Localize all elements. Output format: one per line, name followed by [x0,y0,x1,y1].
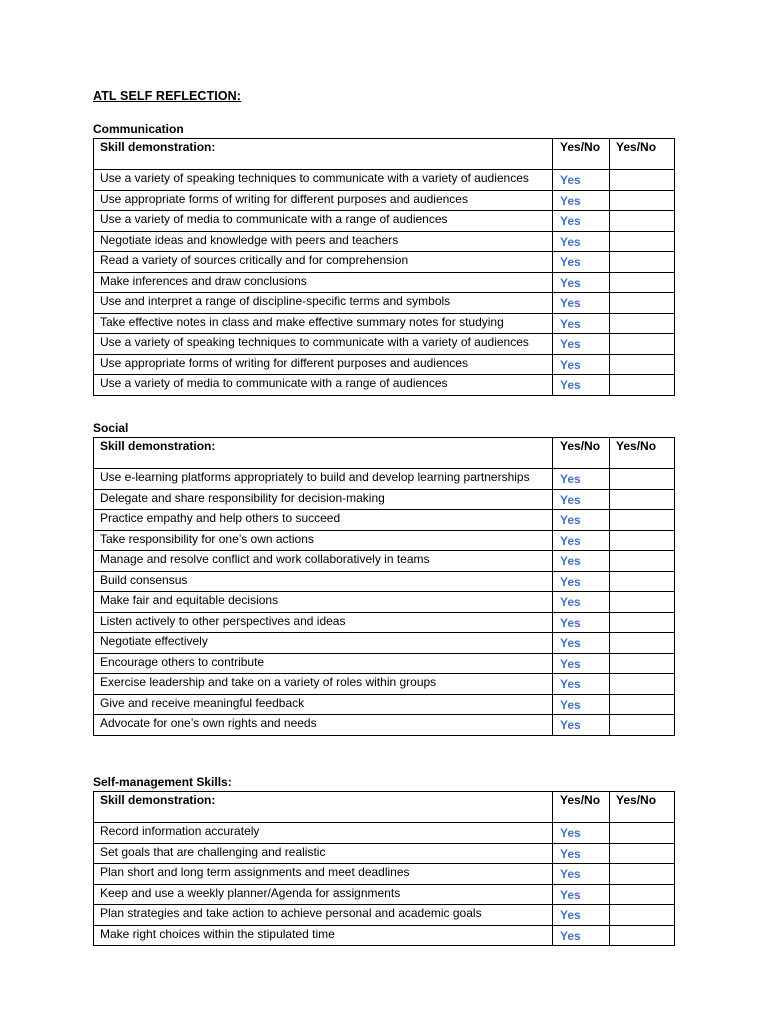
empty-answer-cell[interactable] [610,674,675,695]
skill-cell: Take responsibility for one’s own actions [94,530,553,551]
skill-cell: Use appropriate forms of writing for different purposes and audiences [94,190,553,211]
table-row [94,530,675,551]
answer-cell: Yes [553,551,610,572]
table-row [94,571,675,592]
empty-answer-cell[interactable] [610,905,675,926]
empty-answer-cell[interactable] [610,293,675,314]
skill-cell: Plan strategies and take action to achieve personal and academic goals [94,905,553,926]
table-row [94,469,675,490]
skill-cell: Listen actively to other perspectives and ideas [94,612,553,633]
table-row [94,510,675,531]
table-row [94,170,675,191]
answer-cell: Yes [553,571,610,592]
table-row [94,674,675,695]
table-row [94,252,675,273]
skill-cell: Practice empathy and help others to succeed [94,510,553,531]
answer-cell: Yes [553,864,610,885]
skill-cell: Plan short and long term assignments and meet deadlines [94,864,553,885]
empty-answer-cell[interactable] [610,715,675,736]
social-table [93,437,675,736]
table-row [94,190,675,211]
empty-answer-cell[interactable] [610,510,675,531]
table-row [94,884,675,905]
skill-cell: Use and interpret a range of discipline-specific terms and symbols [94,293,553,314]
answer-cell: Yes [553,674,610,695]
table-row [94,864,675,885]
empty-answer-cell[interactable] [610,592,675,613]
skill-cell: Negotiate ideas and knowledge with peers and teachers [94,231,553,252]
table-header-row [94,792,675,823]
table-row [94,592,675,613]
header-yes-no-answered: Yes/No [553,438,610,469]
skill-cell: Use a variety of media to communicate with a range of audiences [94,375,553,396]
communication-table [93,138,675,396]
empty-answer-cell[interactable] [610,653,675,674]
answer-cell: Yes [553,489,610,510]
empty-answer-cell[interactable] [610,469,675,490]
empty-answer-cell[interactable] [610,334,675,355]
skill-cell: Make fair and equitable decisions [94,592,553,613]
answer-cell: Yes [553,510,610,531]
table-row [94,334,675,355]
empty-answer-cell[interactable] [610,170,675,191]
header-skill: Skill demonstration: [94,792,553,823]
table-row [94,489,675,510]
table-row [94,313,675,334]
table-row [94,843,675,864]
empty-answer-cell[interactable] [610,313,675,334]
empty-answer-cell[interactable] [610,884,675,905]
skill-cell: Advocate for one’s own rights and needs [94,715,553,736]
skill-cell: Manage and resolve conflict and work collaboratively in teams [94,551,553,572]
answer-cell: Yes [553,612,610,633]
skill-cell: Record information accurately [94,823,553,844]
table-row [94,375,675,396]
answer-cell: Yes [553,252,610,273]
header-skill: Skill demonstration: [94,438,553,469]
table-row [94,612,675,633]
skill-cell: Keep and use a weekly planner/Agenda for assignments [94,884,553,905]
skill-cell: Use a variety of speaking techniques to communicate with a variety of audiences [94,334,553,355]
skill-cell: Build consensus [94,571,553,592]
answer-cell: Yes [553,694,610,715]
table-row [94,715,675,736]
answer-cell: Yes [553,843,610,864]
header-yes-no: Yes/No [610,792,675,823]
header-yes-no: Yes/No [610,438,675,469]
answer-cell: Yes [553,653,610,674]
page-title: ATL SELF REFLECTION: [93,89,242,103]
table-row [94,231,675,252]
section-label-communication: Communication [93,122,184,136]
empty-answer-cell[interactable] [610,612,675,633]
table-row [94,905,675,926]
empty-answer-cell[interactable] [610,272,675,293]
empty-answer-cell[interactable] [610,252,675,273]
table-header-row [94,139,675,170]
answer-cell: Yes [553,375,610,396]
table-row [94,354,675,375]
table-row [94,823,675,844]
answer-cell: Yes [553,905,610,926]
header-skill: Skill demonstration: [94,139,553,170]
empty-answer-cell[interactable] [610,823,675,844]
section-label-social: Social [93,421,129,435]
skill-cell: Encourage others to contribute [94,653,553,674]
table-row [94,653,675,674]
empty-answer-cell[interactable] [610,489,675,510]
answer-cell: Yes [553,293,610,314]
answer-cell: Yes [553,211,610,232]
table-row [94,551,675,572]
skill-cell: Use appropriate forms of writing for different purposes and audiences [94,354,553,375]
answer-cell: Yes [553,715,610,736]
skill-cell: Exercise leadership and take on a variety of roles within groups [94,674,553,695]
empty-answer-cell[interactable] [610,633,675,654]
answer-cell: Yes [553,190,610,211]
skill-cell: Make inferences and draw conclusions [94,272,553,293]
skill-cell: Take effective notes in class and make effective summary notes for studying [94,313,553,334]
header-yes-no-answered: Yes/No [553,792,610,823]
table-row [94,293,675,314]
empty-answer-cell[interactable] [610,211,675,232]
empty-answer-cell[interactable] [610,864,675,885]
header-yes-no-answered: Yes/No [553,139,610,170]
answer-cell: Yes [553,592,610,613]
skill-cell: Give and receive meaningful feedback [94,694,553,715]
answer-cell: Yes [553,633,610,654]
answer-cell: Yes [553,823,610,844]
skill-cell: Use e-learning platforms appropriately to build and develop learning partnerships [94,469,553,490]
answer-cell: Yes [553,884,610,905]
empty-answer-cell[interactable] [610,694,675,715]
empty-answer-cell[interactable] [610,925,675,946]
empty-answer-cell[interactable] [610,551,675,572]
table-row [94,633,675,654]
empty-answer-cell[interactable] [610,375,675,396]
answer-cell: Yes [553,170,610,191]
answer-cell: Yes [553,272,610,293]
empty-answer-cell[interactable] [610,354,675,375]
empty-answer-cell[interactable] [610,530,675,551]
answer-cell: Yes [553,925,610,946]
table-row [94,925,675,946]
skill-cell: Make right choices within the stipulated time [94,925,553,946]
skill-cell: Delegate and share responsibility for decision-making [94,489,553,510]
empty-answer-cell[interactable] [610,231,675,252]
answer-cell: Yes [553,469,610,490]
section-label-self-management: Self-management Skills: [93,775,232,789]
table-row [94,272,675,293]
answer-cell: Yes [553,354,610,375]
table-row [94,211,675,232]
skill-cell: Set goals that are challenging and realistic [94,843,553,864]
header-yes-no: Yes/No [610,139,675,170]
empty-answer-cell[interactable] [610,843,675,864]
skill-cell: Use a variety of speaking techniques to communicate with a variety of audiences [94,170,553,191]
skill-cell: Read a variety of sources critically and for comprehension [94,252,553,273]
skill-cell: Negotiate effectively [94,633,553,654]
answer-cell: Yes [553,530,610,551]
table-row [94,694,675,715]
answer-cell: Yes [553,231,610,252]
empty-answer-cell[interactable] [610,190,675,211]
answer-cell: Yes [553,313,610,334]
empty-answer-cell[interactable] [610,571,675,592]
table-header-row [94,438,675,469]
answer-cell: Yes [553,334,610,355]
skill-cell: Use a variety of media to communicate with a range of audiences [94,211,553,232]
self-management-table [93,791,675,946]
